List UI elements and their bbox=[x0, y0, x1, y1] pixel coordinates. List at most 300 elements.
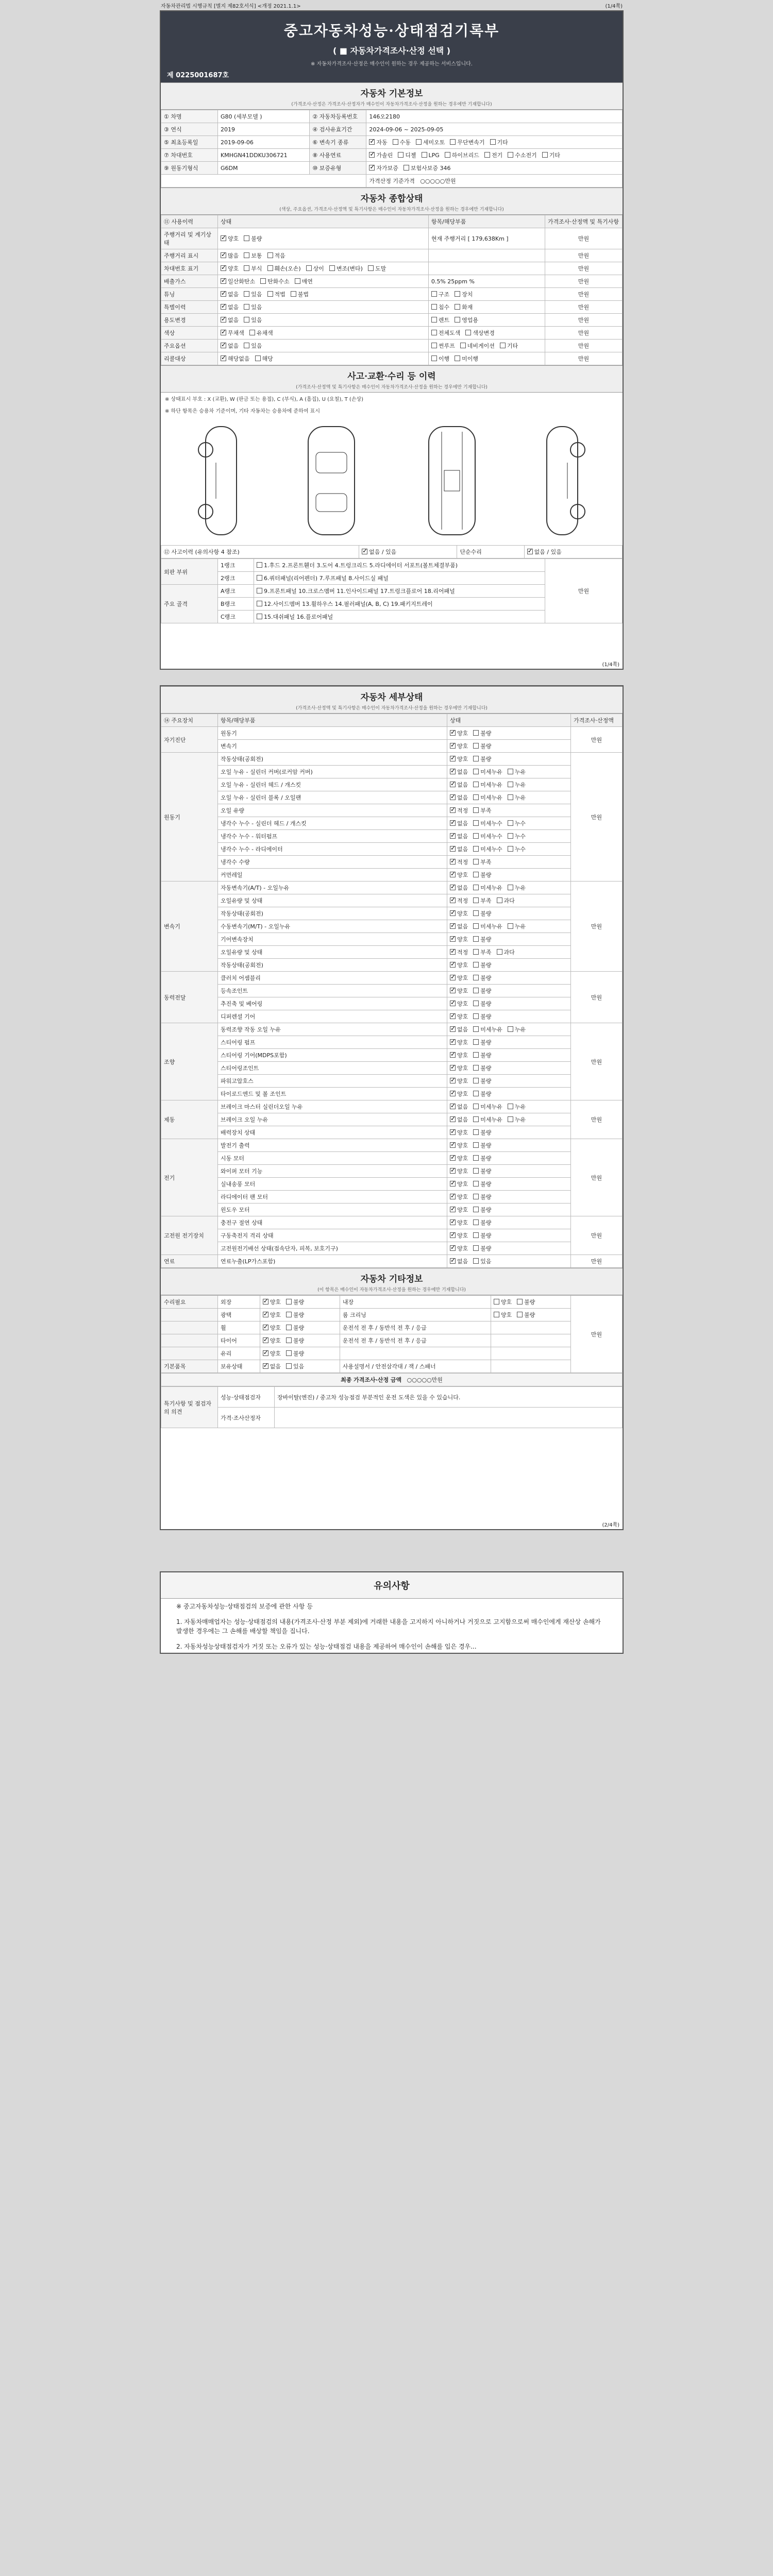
table-row bbox=[161, 1049, 623, 1062]
option[interactable]: ✓ 양호 bbox=[450, 1154, 468, 1162]
field-value: G6DM bbox=[218, 162, 310, 175]
option[interactable]: 세미오토 bbox=[416, 138, 445, 146]
option[interactable]: ✓ 적정 bbox=[450, 806, 468, 815]
option[interactable]: 구조 bbox=[431, 290, 449, 298]
table-row bbox=[161, 352, 623, 365]
table-row bbox=[161, 275, 623, 288]
option[interactable]: 색상변경 bbox=[465, 329, 495, 337]
option[interactable]: 불량 bbox=[286, 1336, 304, 1345]
option[interactable]: 불량 bbox=[473, 1090, 491, 1098]
option[interactable]: 미이행 bbox=[455, 354, 478, 363]
part-status bbox=[447, 985, 571, 997]
part-status bbox=[447, 920, 571, 933]
table-row bbox=[161, 869, 623, 882]
option[interactable]: ✓ 양호 bbox=[450, 1206, 468, 1214]
option[interactable]: ✓ 양호 bbox=[450, 755, 468, 763]
option[interactable]: 있음 bbox=[244, 342, 262, 350]
rank-parts: 15.대쉬패널 16.플로어패널 bbox=[254, 611, 545, 623]
option[interactable]: 누유 bbox=[508, 884, 526, 892]
rank-name: 1랭크 bbox=[218, 559, 254, 572]
simple-repair-value: ✓ 없음 / 있음 bbox=[524, 546, 622, 558]
option[interactable]: 기타 bbox=[500, 342, 518, 350]
option[interactable]: 침수 bbox=[431, 303, 449, 311]
option[interactable]: ✓ 양호 bbox=[263, 1349, 281, 1358]
option[interactable]: ✓ 없음 bbox=[450, 1115, 468, 1124]
option[interactable]: 불량 bbox=[244, 234, 262, 243]
row-price: 만원 bbox=[545, 249, 623, 262]
option[interactable]: 불량 bbox=[473, 1180, 491, 1188]
option[interactable]: ✓ 양호 bbox=[450, 1141, 468, 1149]
option[interactable]: ✓ 양호 bbox=[450, 961, 468, 969]
table-row bbox=[161, 830, 623, 843]
table-row bbox=[161, 301, 623, 314]
option[interactable]: 불량 bbox=[473, 1051, 491, 1059]
field-value bbox=[366, 162, 623, 175]
row-status bbox=[218, 340, 429, 352]
option[interactable]: 미세누유 bbox=[473, 884, 502, 892]
device-group: 조향 bbox=[161, 1023, 218, 1100]
option[interactable]: 양호 bbox=[494, 1298, 512, 1306]
table-row bbox=[161, 1178, 623, 1191]
part-status bbox=[447, 869, 571, 882]
table-row bbox=[161, 327, 623, 340]
option[interactable]: ✓ 양호 bbox=[263, 1298, 281, 1306]
option[interactable]: ✓ 양호 bbox=[450, 999, 468, 1008]
part-status bbox=[447, 882, 571, 894]
option[interactable]: 불량 bbox=[473, 742, 491, 750]
option[interactable]: ✓ 양호 bbox=[450, 871, 468, 879]
part-status bbox=[447, 1229, 571, 1242]
part-name: 오일 누유 - 실린더 블록 / 오일팬 bbox=[218, 791, 447, 804]
option[interactable]: ✓ 적정 bbox=[450, 948, 468, 956]
option[interactable]: 부족 bbox=[473, 806, 491, 815]
option[interactable]: ✓ 없음 bbox=[221, 316, 239, 324]
field-label: ① 차명 bbox=[161, 110, 218, 123]
option[interactable]: 무단변속기 bbox=[450, 138, 484, 146]
column-header: 상태 bbox=[447, 714, 571, 727]
option[interactable]: 부식 bbox=[244, 264, 262, 273]
row-detail bbox=[428, 288, 545, 301]
row-label: 특별이력 bbox=[161, 301, 218, 314]
other-info-table bbox=[161, 1295, 623, 1373]
option[interactable]: ✓ 양호 bbox=[450, 1244, 468, 1252]
column-header: 상태 bbox=[218, 215, 429, 228]
option[interactable]: 수동 bbox=[393, 138, 411, 146]
part-name: 자동변속기(A/T) - 오일누유 bbox=[218, 882, 447, 894]
option[interactable]: 누유 bbox=[508, 922, 526, 930]
part-name: 클러치 어셈블리 bbox=[218, 972, 447, 985]
row-detail bbox=[428, 301, 545, 314]
option[interactable]: 적음 bbox=[267, 251, 285, 260]
option[interactable]: ✓ 자동 bbox=[369, 138, 387, 146]
row-status bbox=[218, 228, 429, 249]
group-label bbox=[161, 1334, 218, 1347]
option[interactable]: 불량 bbox=[473, 871, 491, 879]
part-status bbox=[447, 753, 571, 766]
option[interactable]: ✓ 적정 bbox=[450, 858, 468, 866]
option[interactable]: 누유 bbox=[508, 1025, 526, 1033]
option[interactable]: ✓ 양호 bbox=[450, 1167, 468, 1175]
option[interactable]: 렌트 bbox=[431, 316, 449, 324]
column-header: ⑭ 주요장치 bbox=[161, 714, 218, 727]
item-label: 보유상태 bbox=[218, 1360, 260, 1373]
option[interactable]: 불법 bbox=[291, 290, 309, 298]
option[interactable]: 불량 bbox=[473, 1077, 491, 1085]
option[interactable]: 기타 bbox=[490, 138, 508, 146]
option[interactable]: ✓ 양호 bbox=[450, 1064, 468, 1072]
table-row bbox=[161, 920, 623, 933]
row-label: 주요옵션 bbox=[161, 340, 218, 352]
option[interactable]: 미세누수 bbox=[473, 819, 502, 827]
option[interactable]: 과다 bbox=[497, 896, 515, 905]
row-status bbox=[218, 301, 429, 314]
option[interactable]: ✓ 해당없음 bbox=[221, 354, 250, 363]
option[interactable]: ✓ 없음 bbox=[450, 845, 468, 853]
option[interactable]: 화재 bbox=[455, 303, 473, 311]
device-group: 자기진단 bbox=[161, 727, 218, 753]
accident-history-label: ⑫ 사고이력 (유의사항 4 참조) bbox=[161, 546, 359, 558]
option[interactable]: ✓ 적정 bbox=[450, 896, 468, 905]
option[interactable]: ✓ 없음 bbox=[450, 832, 468, 840]
part-status bbox=[447, 1126, 571, 1139]
option[interactable]: 부족 bbox=[473, 858, 491, 866]
part-name: 냉각수 누수 - 라디에이터 bbox=[218, 843, 447, 856]
option[interactable]: 누수 bbox=[508, 832, 526, 840]
row-detail: 현재 주행거리 [ 179,638Km ] bbox=[428, 228, 545, 249]
option[interactable]: 상이 bbox=[306, 264, 324, 273]
field-label: ⑩ 보증유형 bbox=[310, 162, 366, 175]
option[interactable]: ✓ 없음 bbox=[450, 922, 468, 930]
option[interactable]: ✓ 무채색 bbox=[221, 329, 244, 337]
section-title: 자동차 종합상태 bbox=[360, 194, 423, 204]
option[interactable]: 불량 bbox=[473, 1218, 491, 1227]
table-row bbox=[161, 907, 623, 920]
part-status bbox=[447, 856, 571, 869]
option[interactable]: 유채색 bbox=[249, 329, 273, 337]
item-label: 휠 bbox=[218, 1321, 260, 1334]
option[interactable]: 불량 bbox=[473, 1128, 491, 1137]
simple-repair-label: 단순수리 bbox=[457, 546, 524, 558]
option[interactable]: ✓ 없음 bbox=[450, 884, 468, 892]
option[interactable]: LPG bbox=[422, 152, 440, 159]
option[interactable]: 있음 bbox=[286, 1362, 304, 1370]
option[interactable]: ✓ 없음 bbox=[221, 303, 239, 311]
option[interactable]: ✓ 양호 bbox=[221, 264, 239, 273]
row-price: 만원 bbox=[545, 327, 623, 340]
option[interactable]: 누유 bbox=[508, 793, 526, 802]
option[interactable]: 불량 bbox=[286, 1324, 304, 1332]
option[interactable]: 불량 bbox=[473, 1154, 491, 1162]
option[interactable]: ✓ 없음 bbox=[450, 1257, 468, 1265]
table-row bbox=[161, 1296, 623, 1309]
table-row bbox=[161, 933, 623, 946]
row-label: 용도변경 bbox=[161, 314, 218, 327]
part-name: 작동상태(공회전) bbox=[218, 753, 447, 766]
option[interactable]: 디젤 bbox=[398, 151, 416, 159]
item-status bbox=[260, 1309, 340, 1321]
part-status bbox=[447, 1255, 571, 1268]
option[interactable]: ✓ 양호 bbox=[450, 1180, 468, 1188]
option[interactable]: 네비게이션 bbox=[460, 342, 495, 350]
option[interactable]: 불량 bbox=[473, 961, 491, 969]
option[interactable]: 불량 bbox=[473, 1193, 491, 1201]
part-name: 오일유량 및 상태 bbox=[218, 946, 447, 959]
rank-name: C랭크 bbox=[218, 611, 254, 623]
part-status bbox=[447, 778, 571, 791]
option[interactable]: 불량 bbox=[473, 987, 491, 995]
option[interactable]: ✓ 없음 bbox=[450, 1025, 468, 1033]
option[interactable]: 불량 bbox=[473, 1141, 491, 1149]
part-status bbox=[447, 1178, 571, 1191]
option[interactable]: 누수 bbox=[508, 845, 526, 853]
field-label: ⑨ 원동기형식 bbox=[161, 162, 218, 175]
item-status bbox=[260, 1360, 340, 1373]
option[interactable]: ✓ 양호 bbox=[450, 909, 468, 918]
option[interactable]: 영업용 bbox=[455, 316, 478, 324]
option[interactable]: 훼손(오손) bbox=[267, 264, 301, 273]
option[interactable]: 불량 bbox=[286, 1311, 304, 1319]
rank-group: 주요 골격 bbox=[161, 585, 218, 623]
option[interactable]: 누유 bbox=[508, 1103, 526, 1111]
field-label: ③ 연식 bbox=[161, 123, 218, 136]
item-label-2: 룸 크리닝 bbox=[340, 1309, 491, 1321]
option[interactable]: 과다 bbox=[497, 948, 515, 956]
option[interactable]: 불량 bbox=[286, 1298, 304, 1306]
option[interactable]: 도말 bbox=[368, 264, 386, 273]
part-status bbox=[447, 907, 571, 920]
option[interactable]: 불량 bbox=[473, 1244, 491, 1252]
option[interactable]: ✓ 양호 bbox=[450, 1231, 468, 1240]
option[interactable]: 불량 bbox=[473, 1012, 491, 1021]
table-row bbox=[161, 262, 623, 275]
option[interactable]: ✓ 양호 bbox=[450, 1128, 468, 1137]
option[interactable]: 불량 bbox=[517, 1298, 535, 1306]
row-detail bbox=[428, 249, 545, 262]
option[interactable]: 있음 bbox=[244, 303, 262, 311]
option[interactable]: 전체도색 bbox=[431, 329, 461, 337]
option[interactable]: 썬루프 bbox=[431, 342, 455, 350]
page-1 bbox=[160, 10, 624, 670]
part-name: 연료누출(LP가스포함) bbox=[218, 1255, 447, 1268]
table-row bbox=[161, 1113, 623, 1126]
section-note: (가격조사·산정액 및 특기사항은 매수인이 자동차가격조사·산정을 원하는 경우에만 기재합니다) bbox=[296, 385, 488, 390]
option[interactable]: 있음 bbox=[244, 316, 262, 324]
part-status bbox=[447, 1152, 571, 1165]
option[interactable]: ✓ 없음 bbox=[450, 819, 468, 827]
option[interactable]: ✓ 양호 bbox=[450, 1193, 468, 1201]
table-row bbox=[161, 856, 623, 869]
basic-info-table bbox=[161, 110, 623, 188]
option[interactable]: 기타 bbox=[542, 151, 560, 159]
option[interactable]: ✓ 없음 bbox=[221, 342, 239, 350]
row-detail bbox=[428, 314, 545, 327]
option[interactable]: ✓ 양호 bbox=[263, 1336, 281, 1345]
option[interactable]: 있음 bbox=[244, 290, 262, 298]
table-row bbox=[161, 1242, 623, 1255]
part-name: 냉각수 누수 - 워터펌프 bbox=[218, 830, 447, 843]
option[interactable]: ✓ 양호 bbox=[263, 1324, 281, 1332]
column-header: 항목/해당부품 bbox=[218, 714, 447, 727]
field-value: KMHGN41DDKU306721 bbox=[218, 149, 310, 162]
option[interactable]: 미세누유 bbox=[473, 1115, 502, 1124]
option[interactable]: ✓ 없음 bbox=[221, 290, 239, 298]
option[interactable]: 이행 bbox=[431, 354, 449, 363]
table-row bbox=[161, 843, 623, 856]
option[interactable]: 부족 bbox=[473, 896, 491, 905]
rank-parts: 1.후드 2.프론트휀더 3.도어 4.트렁크리드 5.라디에이터 서포트(볼트체결부품) bbox=[254, 559, 545, 572]
item-label: 외장 bbox=[218, 1296, 260, 1309]
option[interactable]: 불량 bbox=[473, 755, 491, 763]
option[interactable]: ✓양호 bbox=[221, 234, 239, 243]
device-group: 원동기 bbox=[161, 753, 218, 882]
part-name: 발전기 출력 bbox=[218, 1139, 447, 1152]
option[interactable]: ✓ 양호 bbox=[450, 1090, 468, 1098]
basic-row bbox=[161, 149, 623, 162]
top-bar bbox=[160, 0, 624, 9]
option[interactable]: 불량 bbox=[517, 1311, 535, 1319]
option[interactable]: 누유 bbox=[508, 1115, 526, 1124]
option[interactable]: 불량 bbox=[473, 1064, 491, 1072]
option[interactable]: ✓ 양호 bbox=[450, 1038, 468, 1046]
option[interactable]: ✓ 양호 bbox=[450, 1077, 468, 1085]
option[interactable]: 미세누유 bbox=[473, 793, 502, 802]
option[interactable]: ✓ 없음 bbox=[263, 1362, 281, 1370]
option[interactable]: 미세누수 bbox=[473, 832, 502, 840]
section-note: (색상, 주요옵션, 가격조사·산정액 및 특기사항은 매수인이 자동차가격조사·산정을 원하는 경우에만 기재합니다) bbox=[279, 207, 504, 212]
table-row bbox=[161, 1010, 623, 1023]
group-label: 수리필요 bbox=[161, 1296, 218, 1309]
option[interactable]: ✓ 양호 bbox=[450, 1012, 468, 1021]
option[interactable]: 불량 bbox=[473, 1206, 491, 1214]
option[interactable]: 부족 bbox=[473, 948, 491, 956]
table-row bbox=[161, 1126, 623, 1139]
option[interactable]: 불량 bbox=[473, 729, 491, 737]
document-number: 제 0225001687호 bbox=[167, 72, 229, 79]
part-name: 기어변속장치 bbox=[218, 933, 447, 946]
field-value bbox=[366, 149, 623, 162]
option[interactable]: 미세누유 bbox=[473, 781, 502, 789]
option[interactable]: ✓ 양호 bbox=[450, 729, 468, 737]
option[interactable]: 불량 bbox=[473, 909, 491, 918]
table-row bbox=[161, 1023, 623, 1036]
option[interactable]: ✓ 없음 bbox=[450, 793, 468, 802]
option[interactable]: 불량 bbox=[286, 1349, 304, 1358]
part-status bbox=[447, 1216, 571, 1229]
part-name: 추진축 및 베어링 bbox=[218, 997, 447, 1010]
column-header: 항목/해당부품 bbox=[428, 215, 545, 228]
option[interactable]: 누유 bbox=[508, 768, 526, 776]
option[interactable]: ✓ 양호 bbox=[450, 1051, 468, 1059]
field-label: ④ 검사유효기간 bbox=[310, 123, 366, 136]
item-label: 타이어 bbox=[218, 1334, 260, 1347]
option[interactable]: 적법 bbox=[267, 290, 285, 298]
rank-parts: 12.사이드멤버 13.휠하우스 14.필러패널(A, B, C) 19.패키지트레이 bbox=[254, 598, 545, 611]
option[interactable]: ✓ 양호 bbox=[450, 1218, 468, 1227]
option[interactable]: ✓ 양호 bbox=[450, 974, 468, 982]
part-status bbox=[447, 1075, 571, 1088]
part-name: 브레이크 마스터 실린더오일 누유 bbox=[218, 1100, 447, 1113]
table-row bbox=[161, 791, 623, 804]
option[interactable]: 미세누유 bbox=[473, 768, 502, 776]
option[interactable]: 매연 bbox=[295, 277, 313, 285]
option[interactable]: 불량 bbox=[473, 1167, 491, 1175]
table-row bbox=[161, 249, 623, 262]
row-price: 만원 bbox=[545, 301, 623, 314]
option[interactable]: 불량 bbox=[473, 1038, 491, 1046]
part-name: 스티어링 펌프 bbox=[218, 1036, 447, 1049]
section-title: 자동차 기타정보 bbox=[360, 1274, 423, 1284]
part-name: 동력조향 작동 오일 누유 bbox=[218, 1023, 447, 1036]
option[interactable]: 미세누수 bbox=[473, 845, 502, 853]
option[interactable]: 미세누유 bbox=[473, 1103, 502, 1111]
item-label-2 bbox=[340, 1347, 491, 1360]
option[interactable]: ✓ 많음 bbox=[221, 251, 239, 260]
option[interactable]: ✓ 자가보증 bbox=[369, 164, 398, 172]
table-row bbox=[161, 1139, 623, 1152]
option[interactable]: ✓ 일산화탄소 bbox=[221, 277, 255, 285]
row-label: 색상 bbox=[161, 327, 218, 340]
option[interactable]: ✓ 없음 bbox=[450, 781, 468, 789]
option[interactable]: 해당 bbox=[255, 354, 273, 363]
option[interactable]: 보통 bbox=[244, 251, 262, 260]
part-name: 실내송풍 모터 bbox=[218, 1178, 447, 1191]
accident-header bbox=[161, 365, 623, 393]
option[interactable]: 양호 bbox=[494, 1311, 512, 1319]
item-status bbox=[260, 1321, 340, 1334]
option[interactable]: 누수 bbox=[508, 819, 526, 827]
option[interactable]: ✓ 없음 bbox=[450, 768, 468, 776]
option[interactable]: 장치 bbox=[455, 290, 473, 298]
option[interactable]: ✓ 양호 bbox=[450, 987, 468, 995]
table-row bbox=[161, 946, 623, 959]
option[interactable]: ✓ 양호 bbox=[263, 1311, 281, 1319]
option[interactable]: 변조(변타) bbox=[329, 264, 363, 273]
row-detail bbox=[428, 262, 545, 275]
option[interactable]: ✓ 가솔린 bbox=[369, 151, 393, 159]
option[interactable]: ✓ 없음 bbox=[450, 1103, 468, 1111]
option[interactable]: ✓ 양호 bbox=[450, 935, 468, 943]
option[interactable]: 불량 bbox=[473, 935, 491, 943]
special-table bbox=[161, 1386, 623, 1428]
car-side-left-icon bbox=[193, 421, 249, 540]
row-label: 배출가스 bbox=[161, 275, 218, 288]
option[interactable]: 누유 bbox=[508, 781, 526, 789]
option[interactable]: 불량 bbox=[473, 1231, 491, 1240]
part-name: 오일 누유 - 실린더 헤드 / 개스킷 bbox=[218, 778, 447, 791]
option[interactable]: 하이브리드 bbox=[445, 151, 479, 159]
table-row bbox=[161, 1309, 623, 1321]
part-status bbox=[447, 766, 571, 778]
option[interactable]: 있음 bbox=[473, 1257, 491, 1265]
option[interactable]: 보험사보증 346 bbox=[404, 164, 451, 172]
option[interactable]: 불량 bbox=[473, 974, 491, 982]
part-status bbox=[447, 1204, 571, 1216]
option[interactable]: 수소전기 bbox=[508, 151, 537, 159]
inspector-label: 성능·상태점검자 bbox=[218, 1387, 275, 1408]
item-status bbox=[260, 1347, 340, 1360]
part-name: 와이퍼 모터 기능 bbox=[218, 1165, 447, 1178]
option[interactable]: 미세누유 bbox=[473, 922, 502, 930]
option[interactable]: ✓ 양호 bbox=[450, 742, 468, 750]
option[interactable]: 전기 bbox=[484, 151, 502, 159]
part-status bbox=[447, 1062, 571, 1075]
option[interactable]: 탄화수소 bbox=[260, 277, 290, 285]
item-status-2 bbox=[491, 1309, 570, 1321]
option[interactable]: 불량 bbox=[473, 999, 491, 1008]
option[interactable]: 미세누유 bbox=[473, 1025, 502, 1033]
part-status bbox=[447, 740, 571, 753]
part-name: 충전구 절연 상태 bbox=[218, 1216, 447, 1229]
